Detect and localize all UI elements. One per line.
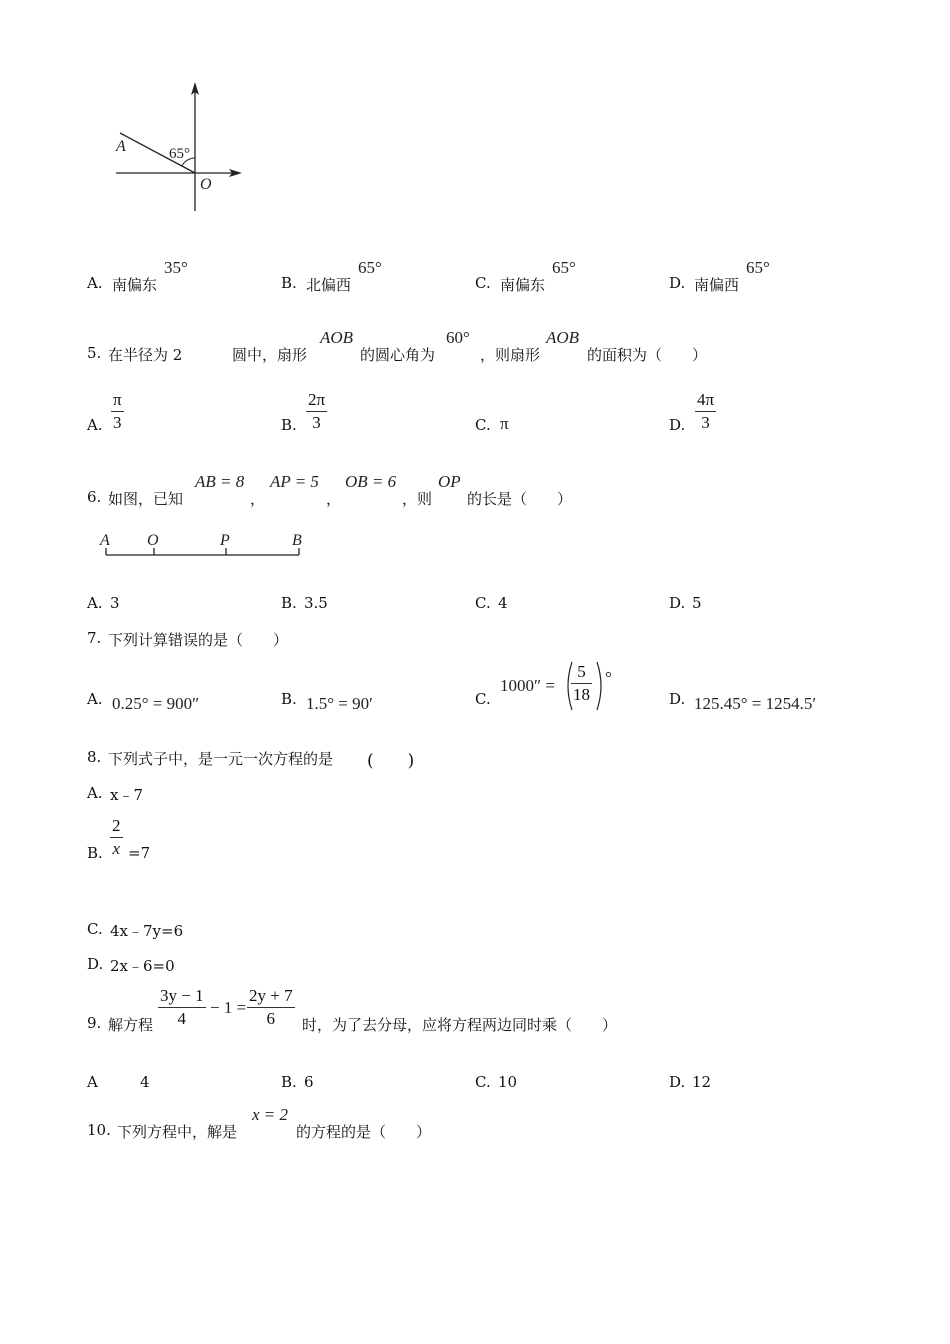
q9-tail: 时，为了去分母，应将方程两边同时乘（ ） bbox=[302, 1016, 618, 1034]
q7-option-a-expr: 0.25° = 900″ bbox=[112, 694, 200, 713]
q7-option-c-left: 1000″ = bbox=[500, 676, 555, 695]
q10-expr: x = 2 bbox=[252, 1105, 289, 1124]
q5-option-c-letter: C. bbox=[475, 416, 491, 434]
q6-condition-2: AP = 5 bbox=[270, 472, 319, 491]
q6-condition-1: AB = 8 bbox=[195, 472, 245, 491]
q9-option-b-letter: B. bbox=[281, 1073, 297, 1091]
q5-option-c-text: π bbox=[500, 414, 509, 433]
q7-option-d-letter: D. bbox=[669, 690, 686, 708]
angle-label: 65° bbox=[169, 146, 190, 162]
q8-option-a-letter: A. bbox=[87, 784, 103, 802]
q8-option-d-text: 2x﹣6=0 bbox=[110, 957, 175, 975]
q7-option-b-letter: B. bbox=[281, 690, 297, 708]
q9-intro: 解方程 bbox=[108, 1016, 154, 1034]
q8-option-c-text: 4x﹣7y=6 bbox=[110, 922, 184, 940]
q6-option-d-letter: D. bbox=[669, 594, 686, 612]
q6-option-b-text: 3.5 bbox=[304, 594, 328, 612]
q6-number: 6. bbox=[87, 488, 102, 506]
q5-text-4: ，则扇形 bbox=[480, 346, 541, 364]
fraction-numerator: 4π bbox=[697, 390, 715, 409]
point-label-p: P bbox=[220, 532, 230, 549]
q10-intro: 下列方程中，解是 bbox=[117, 1123, 238, 1141]
q6-then: ，则 bbox=[402, 490, 433, 508]
q8-option-b-fraction bbox=[110, 816, 123, 859]
q5-option-b-fraction bbox=[306, 390, 327, 433]
q5-sector-1: AOB bbox=[320, 328, 354, 347]
q7-stem: 下列计算错误的是（ ） bbox=[108, 631, 289, 649]
q5-option-d-fraction bbox=[695, 390, 716, 433]
segment-figure bbox=[98, 528, 318, 562]
q9-fraction-1 bbox=[158, 986, 206, 1029]
q5-option-a-letter: A. bbox=[87, 416, 103, 434]
q7-option-d-expr: 125.45° = 1254.5′ bbox=[694, 694, 817, 713]
q7-number: 7. bbox=[87, 629, 102, 647]
q9-option-b-text: 6 bbox=[304, 1073, 314, 1091]
point-label-a: A bbox=[100, 532, 110, 549]
q4-option-c-text: 南偏东 bbox=[500, 276, 546, 294]
fraction-denominator: 18 bbox=[573, 685, 590, 704]
point-label-o: O bbox=[147, 532, 159, 549]
q5-number: 5. bbox=[87, 344, 102, 362]
q7-option-c-fraction bbox=[571, 662, 592, 705]
q7-option-c-degree: ° bbox=[605, 668, 612, 687]
q9-number: 9. bbox=[87, 1014, 102, 1032]
q4-option-a-letter: A. bbox=[87, 274, 103, 292]
fraction-denominator: 3 bbox=[306, 411, 327, 433]
q9-middle: − 1 = bbox=[210, 998, 247, 1017]
fraction-denominator: 3 bbox=[111, 411, 124, 433]
q6-option-b-letter: B. bbox=[281, 594, 297, 612]
fraction-numerator: 2 bbox=[112, 816, 121, 835]
fraction-numerator: 3y − 1 bbox=[160, 986, 204, 1005]
q6-condition-3: OB = 6 bbox=[345, 472, 397, 491]
q8-option-a-text: x﹣7 bbox=[110, 786, 144, 804]
q4-option-b-letter: B. bbox=[281, 274, 297, 292]
q8-number: 8. bbox=[87, 748, 102, 766]
point-label-b: B bbox=[292, 532, 302, 549]
q9-option-a-text: 4 bbox=[140, 1073, 150, 1091]
q5-text-2: 圆中，扇形 bbox=[232, 346, 308, 364]
fraction-numerator: 2y + 7 bbox=[249, 986, 293, 1005]
q5-angle: 60° bbox=[446, 328, 470, 347]
q4-option-b-text: 北偏西 bbox=[306, 276, 352, 294]
q6-separator-2: ， bbox=[326, 490, 342, 508]
q8-stem: 下列式子中，是一元一次方程的是 bbox=[108, 750, 334, 768]
q8-option-c-letter: C. bbox=[87, 920, 103, 938]
q10-number: 10. bbox=[87, 1121, 111, 1139]
q6-intro: 如图，已知 bbox=[108, 490, 184, 508]
q4-option-c-angle: 65° bbox=[552, 258, 576, 277]
q5-option-b-letter: B. bbox=[281, 416, 297, 434]
fraction-numerator: 5 bbox=[577, 662, 586, 681]
q6-option-d-text: 5 bbox=[692, 594, 702, 612]
q7-option-b-expr: 1.5° = 90′ bbox=[306, 694, 373, 713]
q5-text-3: 的圆心角为 bbox=[360, 346, 436, 364]
q5-text-1: 在半径为 2 bbox=[108, 346, 183, 364]
fraction-denominator: x bbox=[110, 837, 123, 859]
q8-option-d-letter: D. bbox=[87, 955, 104, 973]
compass-angle-figure bbox=[100, 78, 260, 218]
q9-option-c-text: 10 bbox=[498, 1073, 518, 1091]
q6-separator-1: ， bbox=[250, 490, 266, 508]
q6-option-a-text: 3 bbox=[110, 594, 120, 612]
q8-option-b-tail: =7 bbox=[128, 844, 151, 862]
q6-target: OP bbox=[438, 472, 461, 491]
q4-option-d-angle: 65° bbox=[746, 258, 770, 277]
q10-tail: 的方程的是（ ） bbox=[296, 1123, 432, 1141]
fraction-denominator: 3 bbox=[695, 411, 716, 433]
q5-option-a-fraction bbox=[111, 390, 124, 433]
q4-option-d-text: 南偏西 bbox=[694, 276, 740, 294]
fraction-numerator: π bbox=[113, 390, 122, 409]
q9-option-d-letter: D. bbox=[669, 1073, 686, 1091]
q9-fraction-2 bbox=[247, 986, 295, 1029]
q6-option-a-letter: A. bbox=[87, 594, 103, 612]
q4-option-a-angle: 35° bbox=[164, 258, 188, 277]
q4-option-a-text: 南偏东 bbox=[112, 276, 158, 294]
fraction-denominator: 6 bbox=[247, 1007, 295, 1029]
q6-tail: 的长是（ ） bbox=[467, 490, 573, 508]
q9-option-a-letter: A bbox=[87, 1073, 98, 1091]
q6-option-c-text: 4 bbox=[498, 594, 508, 612]
q5-text-5: 的面积为（ ） bbox=[587, 346, 708, 364]
fraction-numerator: 2π bbox=[308, 390, 326, 409]
q9-option-c-letter: C. bbox=[475, 1073, 491, 1091]
point-a-label: A bbox=[116, 138, 126, 155]
q5-option-d-letter: D. bbox=[669, 416, 686, 434]
q5-sector-2: AOB bbox=[546, 328, 580, 347]
q8-paren: ( ) bbox=[367, 751, 415, 771]
q4-option-b-angle: 65° bbox=[358, 258, 382, 277]
q7-option-a-letter: A. bbox=[87, 690, 103, 708]
q8-option-b-letter: B. bbox=[87, 844, 103, 862]
fraction-denominator: 4 bbox=[158, 1007, 206, 1029]
q4-option-d-letter: D. bbox=[669, 274, 686, 292]
point-o-label: O bbox=[200, 176, 212, 193]
q6-option-c-letter: C. bbox=[475, 594, 491, 612]
q7-option-c-letter: C. bbox=[475, 690, 491, 708]
q4-option-c-letter: C. bbox=[475, 274, 491, 292]
q9-option-d-text: 12 bbox=[692, 1073, 712, 1091]
